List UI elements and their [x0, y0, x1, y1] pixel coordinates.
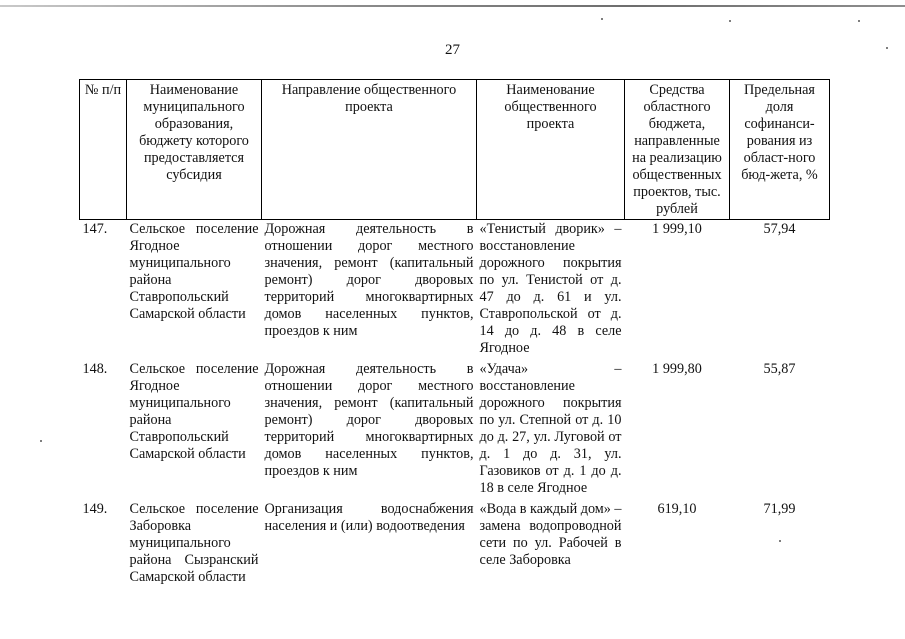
- project-cell: «Вода в каждый дом» – замена водопроводной сети по ул. Рабочей в селе Заборовка: [479, 501, 622, 568]
- share-cell: 57,94: [763, 221, 796, 237]
- table-row: [80, 220, 830, 361]
- scan-edge-line: [0, 5, 905, 7]
- direction-cell: Дорожная деятельность в отношении дорог местного значения, ремонт (капитальный ремонт) дорог дворовых территорий многоквартирных домов населенных пунктов, проездов к ним: [264, 221, 474, 339]
- share-cell: 71,99: [763, 501, 796, 517]
- scan-speck: [601, 18, 603, 20]
- row-number: 148.: [82, 361, 108, 377]
- municipality-cell: Сельское поселение Заборовка муниципального района Сызранский Самарской области: [129, 501, 259, 585]
- table-header-row: [80, 80, 830, 220]
- subsidy-table: [79, 79, 830, 589]
- header-project-name: Наименование общественного проекта: [477, 80, 625, 220]
- header-municipality: Наименование муниципального образования, бюджету которого предоставляется субсидия: [127, 80, 262, 220]
- header-max-share: Предельная доля софинанси-рования из област-ного бюд-жета, %: [730, 80, 830, 220]
- page-number: 27: [445, 42, 460, 58]
- table-row: [80, 360, 830, 500]
- amount-cell: 619,10: [657, 501, 697, 517]
- row-number: 147.: [82, 221, 108, 237]
- table-row: [80, 500, 830, 589]
- header-direction: Направление общественного проекта: [262, 80, 477, 220]
- scan-speck: [729, 20, 731, 22]
- direction-cell: Дорожная деятельность в отношении дорог местного значения, ремонт (капитальный ремонт) дорог дворовых территорий многоквартирных домов населенных пунктов, проездов к ним: [264, 361, 474, 479]
- municipality-cell: Сельское поселение Ягодное муниципального района Ставропольский Самарской области: [129, 221, 259, 322]
- scan-speck: [40, 440, 42, 442]
- municipality-cell: Сельское поселение Ягодное муниципального района Ставропольский Самарской области: [129, 361, 259, 462]
- amount-cell: 1 999,10: [652, 221, 702, 237]
- amount-cell: 1 999,80: [652, 361, 702, 377]
- header-budget-funds: Средства областного бюджета, направленные на реализацию общественных проектов, тыс. рублей: [625, 80, 730, 220]
- scan-speck: [858, 20, 860, 22]
- project-cell: «Тенистый дворик» – восстановление дорожного покрытия по ул. Тенистой от д. 47 до д. 61 и ул. Ставропольской от д. 14 до д. 48 в селе Ягодное: [479, 221, 622, 356]
- share-cell: 55,87: [763, 361, 796, 377]
- project-cell: «Удача» – восстановление дорожного покрытия по ул. Степной от д. 10 до д. 27, ул. Луговой от д. 1 до д. 31, ул. Газовиков от д. 1 до д. 18 в селе Ягодное: [479, 361, 622, 496]
- direction-cell: Организация водоснабжения населения и (или) водоотведения: [264, 501, 474, 534]
- row-number: 149.: [82, 501, 108, 517]
- header-number: № п/п: [80, 80, 127, 220]
